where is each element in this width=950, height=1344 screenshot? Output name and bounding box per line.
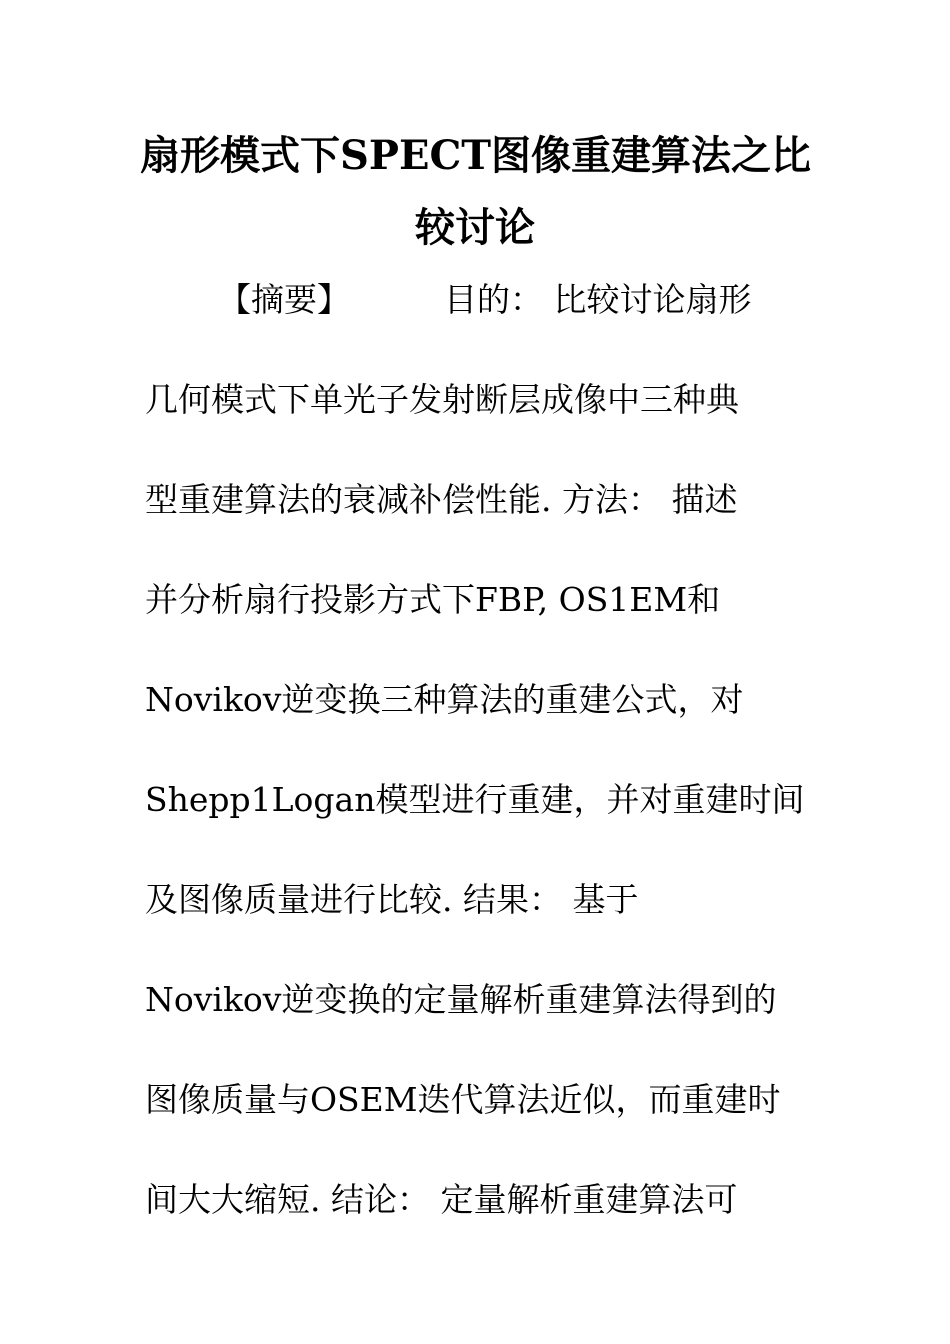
abstract-line-1: 目的： 比较讨论扇形: [444, 280, 752, 319]
abstract-line-2: 几何模式下单光子发射断层成像中三种典: [145, 380, 739, 419]
abstract-label: 【摘要】: [218, 280, 350, 319]
abstract-line-8: Novikov逆变换的定量解析重建算法得到的: [145, 980, 777, 1019]
abstract-line-3: 型重建算法的衰减补偿性能. 方法： 描述: [145, 480, 738, 519]
abstract-line-7: 及图像质量进行比较. 结果： 基于: [145, 880, 639, 919]
abstract-line-9: 图像质量与OSEM迭代算法近似，而重建时: [145, 1080, 781, 1119]
abstract-line-4: 并分析扇行投影方式下FBP, OS1EM和: [145, 580, 721, 619]
abstract-line-10: 间大大缩短. 结论： 定量解析重建算法可: [145, 1180, 738, 1219]
abstract-line-6: Shepp1Logan模型进行重建，并对重建时间: [145, 780, 805, 819]
document-title-line-2: 较讨论: [415, 204, 535, 251]
document-title-line-1: 扇形模式下SPECT图像重建算法之比: [140, 132, 812, 179]
abstract-line-5: Novikov逆变换三种算法的重建公式，对: [145, 680, 744, 719]
